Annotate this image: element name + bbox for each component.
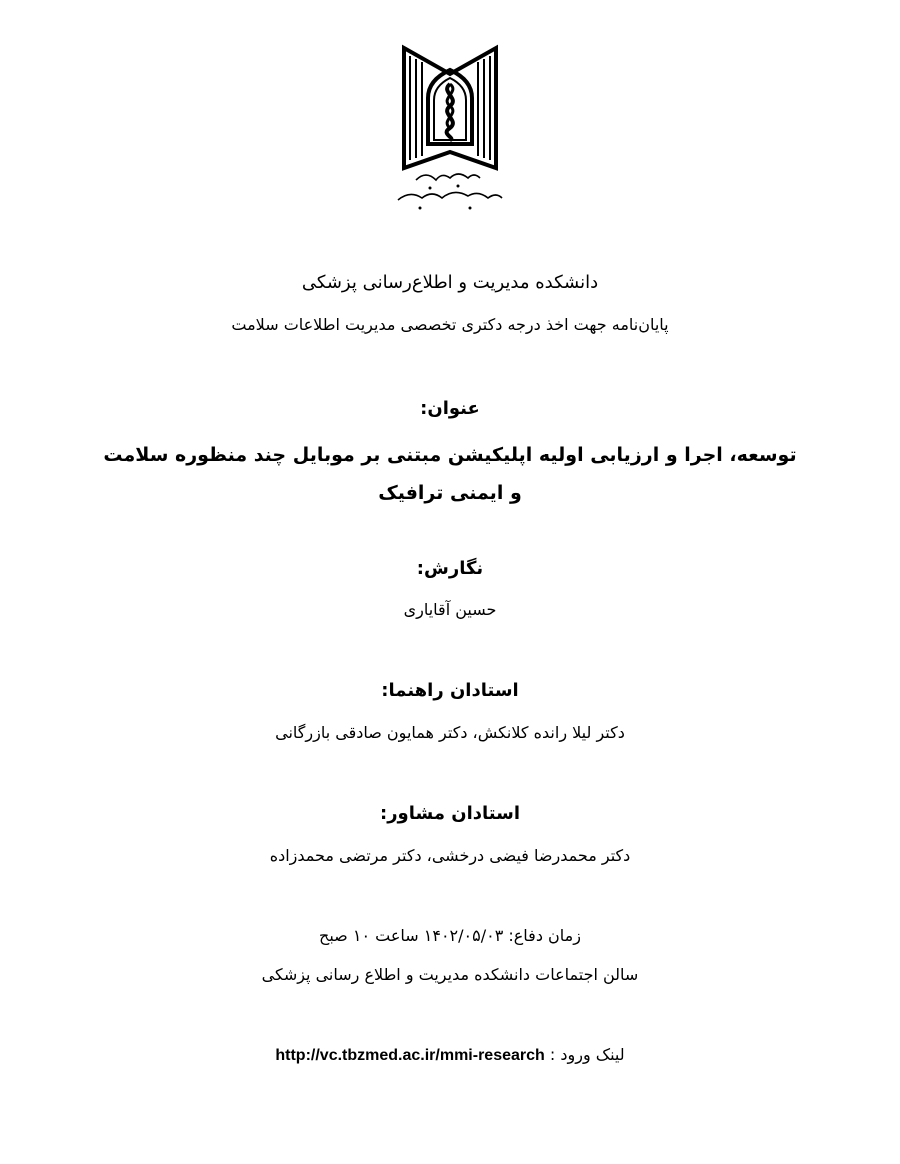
university-logo (380, 40, 520, 215)
defense-place: سالن اجتماعات دانشکده مدیریت و اطلاع رسانی پزشکی (261, 965, 639, 984)
join-link-url[interactable]: http://vc.tbzmed.ac.ir/mmi-research (275, 1047, 545, 1064)
author-label: نگارش: (416, 558, 484, 579)
defense-time: زمان دفاع: ۱۴۰۲/۰۵/۰۳ ساعت ۱۰ صبح (319, 926, 581, 945)
advisors-label: استادان مشاور: (380, 803, 520, 824)
author-name: حسین آقایاری (403, 600, 497, 619)
supervisors-names: دکتر لیلا رانده کلانکش، دکتر همایون صادقی بازرگانی (275, 723, 625, 742)
degree-description: پایان‌نامه جهت اخذ درجه دکتری تخصصی مدیریت اطلاعات سلامت (231, 315, 669, 334)
thesis-title: توسعه، اجرا و ارزیابی اولیه اپلیکیشن مبتنی بر موبایل چند منظوره سلامت و ایمنی ترافیک (103, 444, 797, 504)
join-link-label: لینک ورود : (549, 1045, 625, 1064)
title-label: عنوان: (420, 398, 480, 419)
faculty-name: دانشکده مدیریت و اطلاع‌رسانی پزشکی (301, 272, 599, 293)
supervisors-label: استادان راهنما: (381, 680, 519, 701)
join-link-line (60, 1045, 840, 1065)
advisors-names: دکتر محمدرضا فیضی درخشی، دکتر مرتضی محمدزاده (269, 846, 631, 865)
university-emblem-icon (380, 40, 520, 215)
